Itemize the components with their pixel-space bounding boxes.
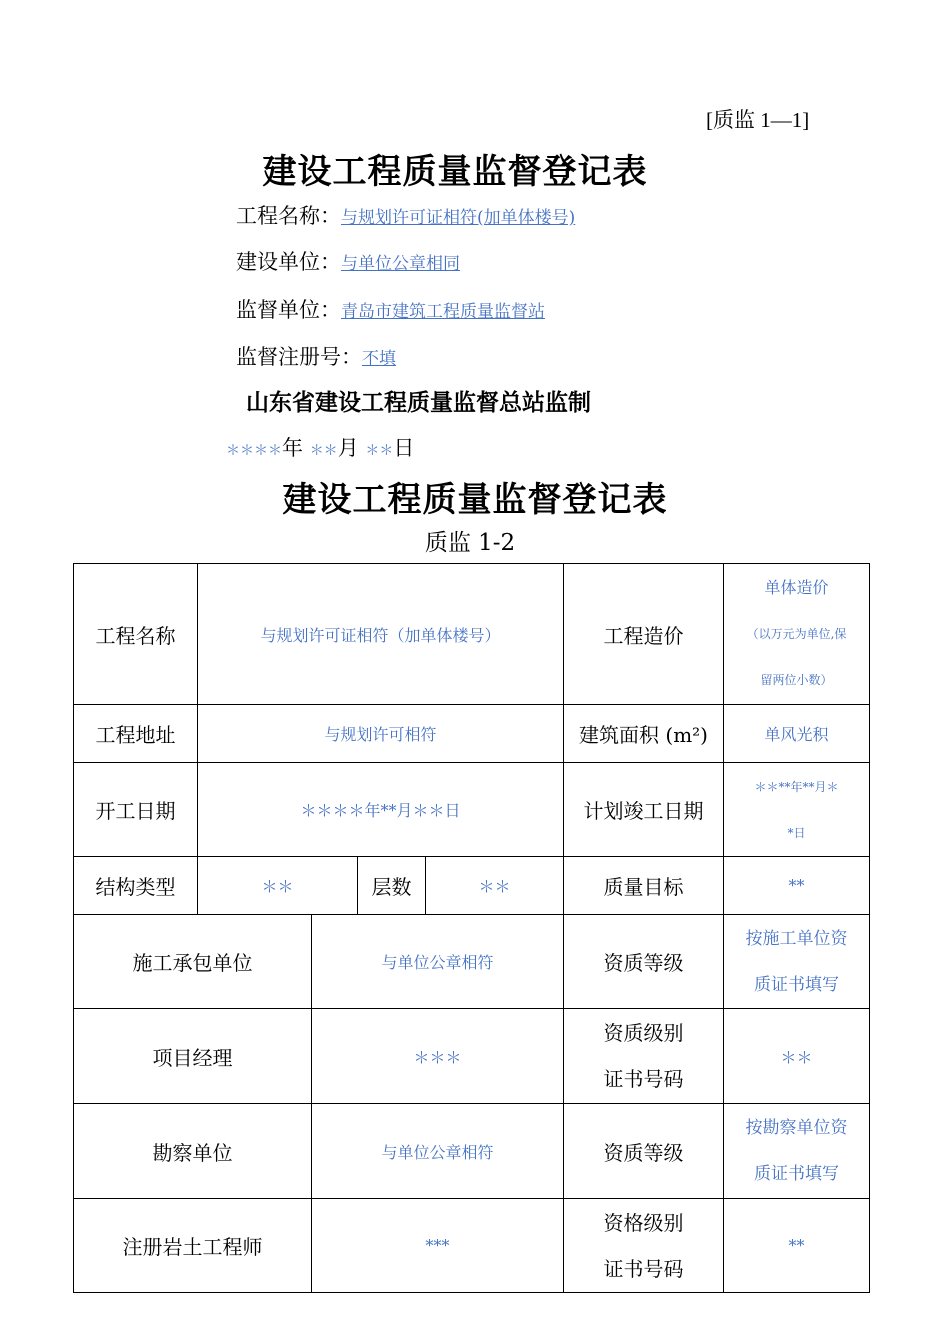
field-label: 监督注册号： <box>236 345 362 369</box>
date-day-unit: 日 <box>393 436 415 460</box>
pm-cert-label-line-2: 证书号码 <box>603 1067 684 1091</box>
table-row <box>74 564 870 705</box>
table-row <box>74 763 870 857</box>
cell-finish-label: 计划竣工日期 <box>564 763 724 857</box>
cell-finish-value <box>724 763 870 857</box>
field-value: 青岛市建筑工程质量监督站 <box>341 302 545 322</box>
registration-table <box>73 563 870 1293</box>
cell-contractor-grade-value <box>724 915 870 1009</box>
cost-line-2: （以万元为单位,保 <box>746 627 847 641</box>
contractor-grade-line-1: 按施工单位资 <box>745 928 848 949</box>
date-month-unit: 月 <box>337 436 359 460</box>
form-title: 建设工程质量监督登记表 <box>282 480 668 520</box>
cell-pm-label: 项目经理 <box>74 1009 312 1104</box>
cell-area-label: 建筑面积 (m²) <box>564 705 724 763</box>
finish-line-2: *日 <box>787 825 806 840</box>
date-month: ＊＊ <box>309 443 338 459</box>
field-project-name <box>236 200 575 230</box>
cell-geo-cert-label <box>564 1199 724 1293</box>
cell-geo-label: 注册岩土工程师 <box>74 1199 312 1293</box>
table-row <box>74 1009 870 1104</box>
cell-floors-value: ＊＊ <box>426 857 564 915</box>
table-row <box>74 857 870 915</box>
cell-pm-value: ＊＊＊ <box>312 1009 564 1104</box>
issue-date <box>226 432 414 462</box>
cell-area-value: 单风光积 <box>724 705 870 763</box>
finish-line-1: ＊＊**年**月＊ <box>754 779 839 794</box>
cell-survey-label: 勘察单位 <box>74 1104 312 1199</box>
cell-survey-grade-label: 资质等级 <box>564 1104 724 1199</box>
field-value: 与单位公章相同 <box>341 254 460 274</box>
cell-structure-value: ＊＊ <box>198 857 358 915</box>
cell-floors-label: 层数 <box>358 857 426 915</box>
date-day: ＊＊ <box>365 443 394 459</box>
pm-cert-label-line-1: 资质级别 <box>603 1021 684 1045</box>
table-row <box>74 915 870 1009</box>
page-title: 建设工程质量监督登记表 <box>262 152 648 192</box>
table-row <box>74 1104 870 1199</box>
cell-structure-label: 结构类型 <box>74 857 198 915</box>
geo-cert-label-line-2: 证书号码 <box>603 1256 684 1281</box>
cell-quality-value: ** <box>724 857 870 915</box>
cell-survey-value: 与单位公章相符 <box>312 1104 564 1199</box>
survey-grade-line-2: 质证书填写 <box>754 1164 840 1184</box>
field-value: 与规划许可证相符(加单体楼号) <box>341 208 576 228</box>
cell-contractor-label: 施工承包单位 <box>74 915 312 1009</box>
cell-start-label: 开工日期 <box>74 763 198 857</box>
geo-cert-label-line-1: 资格级别 <box>603 1210 684 1235</box>
table-row <box>74 705 870 763</box>
cell-geo-value: *** <box>312 1199 564 1293</box>
field-label: 监督单位： <box>236 298 341 322</box>
cell-start-value: ＊＊＊＊年**月＊＊日 <box>198 763 564 857</box>
cell-contractor-value: 与单位公章相符 <box>312 915 564 1009</box>
date-year-unit: 年 <box>282 436 303 460</box>
survey-grade-line-1: 按勘察单位资 <box>745 1118 848 1138</box>
cell-contractor-grade-label: 资质等级 <box>564 915 724 1009</box>
cell-pm-cert-value: ＊＊ <box>724 1009 870 1104</box>
cell-cost-value <box>724 564 870 705</box>
field-registration-no <box>236 341 396 371</box>
cell-cost-label: 工程造价 <box>564 564 724 705</box>
form-code-1-2: 质监 1-2 <box>424 530 516 556</box>
cell-project-name-value: 与规划许可证相符（加单体楼号） <box>198 564 564 705</box>
table-row <box>74 1199 870 1293</box>
date-year: ＊＊＊＊ <box>226 443 282 459</box>
issuing-organization: 山东省建设工程质量监督总站监制 <box>246 389 591 416</box>
cost-line-3: 留两位小数） <box>760 673 833 687</box>
cell-project-name-label: 工程名称 <box>74 564 198 705</box>
cell-geo-cert-value: ** <box>724 1199 870 1293</box>
cell-pm-cert-label <box>564 1009 724 1104</box>
contractor-grade-line-2: 质证书填写 <box>754 974 840 995</box>
field-label: 建设单位： <box>236 250 341 274</box>
field-supervisor <box>236 294 545 324</box>
cell-survey-grade-value <box>724 1104 870 1199</box>
cost-line-1: 单体造价 <box>764 578 829 597</box>
cell-address-value: 与规划许可相符 <box>198 705 564 763</box>
field-label: 工程名称： <box>236 204 341 228</box>
field-builder <box>236 246 460 276</box>
field-value: 不填 <box>362 349 396 369</box>
form-code-1-1: [质监 1—1] <box>706 108 810 132</box>
cell-address-label: 工程地址 <box>74 705 198 763</box>
cell-quality-label: 质量目标 <box>564 857 724 915</box>
